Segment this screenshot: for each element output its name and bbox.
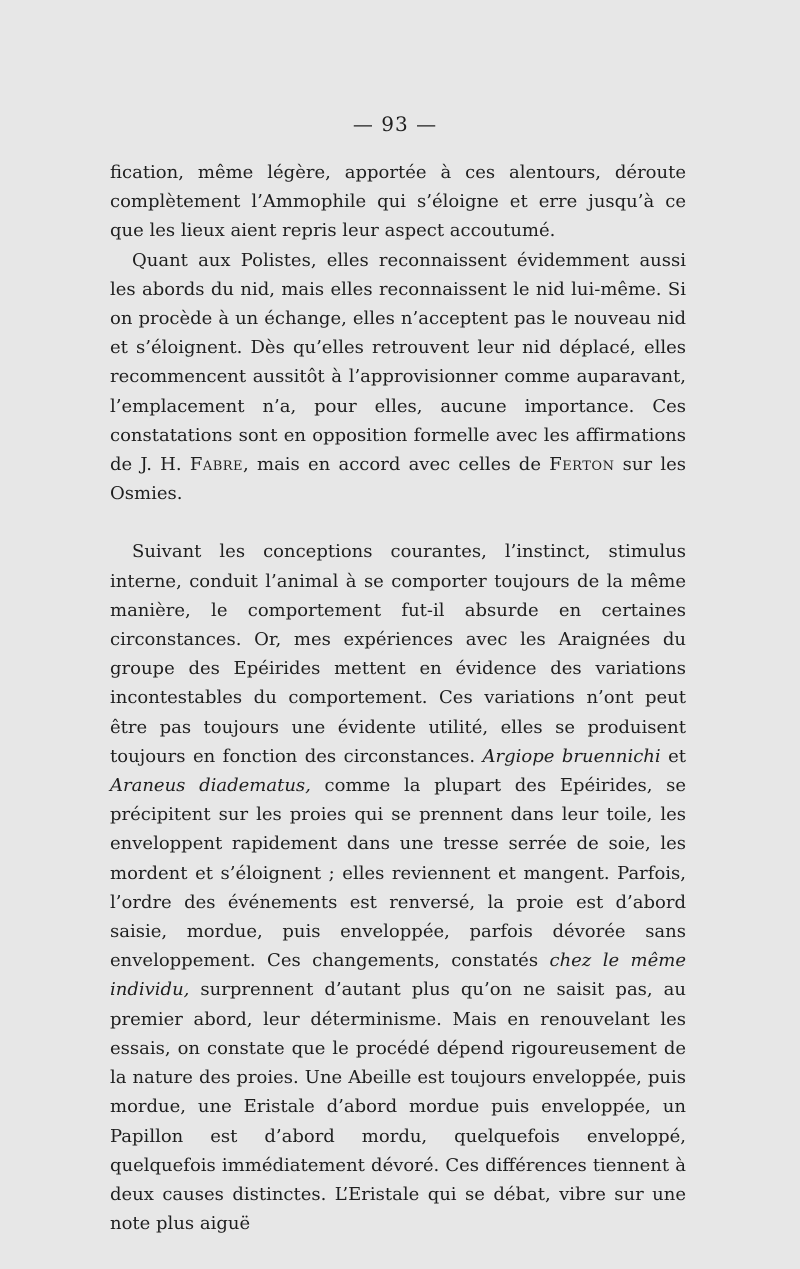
emphasis-same-individual: chez le même individu, bbox=[110, 950, 686, 1001]
page-number: — 93 — bbox=[352, 112, 438, 136]
author-name-ferton: Ferton bbox=[549, 454, 615, 476]
paragraph-3-text-middle: comme la plupart des Epéirides, se précipitent sur les proies qui se prennent dans leur toile, les enveloppent rapidement dans une tresse serrée de soie, les mordent et s’éloignent ; elles reviennent et mangent. Parfois, l’ordre des événements est renversé, la proie est d’abord saisie, mordue, puis enveloppée, parfois dévorée sans enveloppement. Ces changements, constatés bbox=[110, 775, 687, 972]
body-text bbox=[110, 158, 686, 1238]
paragraph-3 bbox=[110, 537, 686, 1238]
paragraph-2-text-before: Quant aux Polistes, elles reconnaissent évidemment aussi les abords du nid, mais elles reconnaissent le nid lui-même. Si on procède à un échange, elles n’acceptent pas le nouveau nid et s’éloignent. Dès qu’elles retrouvent leur nid déplacé, elles recommencent aussitôt à l’approvisionner comme auparavant, l’emplacement n’a, pour elles, aucune importance. Ces constatations sont en opposition formelle avec les affirmations de J. H. bbox=[110, 249, 686, 476]
paragraph-2 bbox=[110, 246, 686, 509]
species-name-araneus: Araneus diadematus, bbox=[110, 775, 311, 797]
paragraph-1-text: fication, même légère, apportée à ces alentours, déroute complètement l’Ammophile qui s’éloigne et erre jusqu’à ce que les lieux aient repris leur aspect accoutumé. bbox=[110, 162, 686, 242]
paragraph-2-text-middle: , mais en accord avec celles de bbox=[243, 454, 550, 476]
author-name-fabre: Fabre bbox=[189, 454, 244, 476]
paragraph-1 bbox=[110, 158, 686, 246]
paragraph-3-text-after: surprennent d’autant plus qu’on ne saisit pas, au premier abord, leur déterminisme. Mais en renouvelant les essais, on constate que le procédé dépend rigoureusement de la nature des proies. Une Abeille est toujours enveloppée, puis mordue, une Eristale d’abord mordue puis enveloppée, un Papillon est d’abord mordu, quelquefois enveloppé, quelquefois immédiatement dévoré. Ces différences tiennent à deux causes distinctes. L’Eristale qui se débat, vibre sur une note plus aiguë bbox=[110, 979, 686, 1235]
paragraph-3-text-before: Suivant les conceptions courantes, l’instinct, stimulus interne, conduit l’animal à se comporter toujours de la même manière, le comportement fut-il absurde en certaines circonstances. Or, mes expériences avec les Araignées du groupe des Epéirides mettent en évidence des variations incontestables du comportement. Ces variations n’ont peut être pas toujours une évidente utilité, elles se produisent toujours en fonction des circonstances. bbox=[110, 541, 686, 767]
species-name-argiope: Argiope bruennichi bbox=[482, 745, 661, 767]
paragraph-2-text-after: sur les Osmies. bbox=[110, 454, 686, 505]
paragraph-3-text-and: et bbox=[660, 745, 686, 767]
